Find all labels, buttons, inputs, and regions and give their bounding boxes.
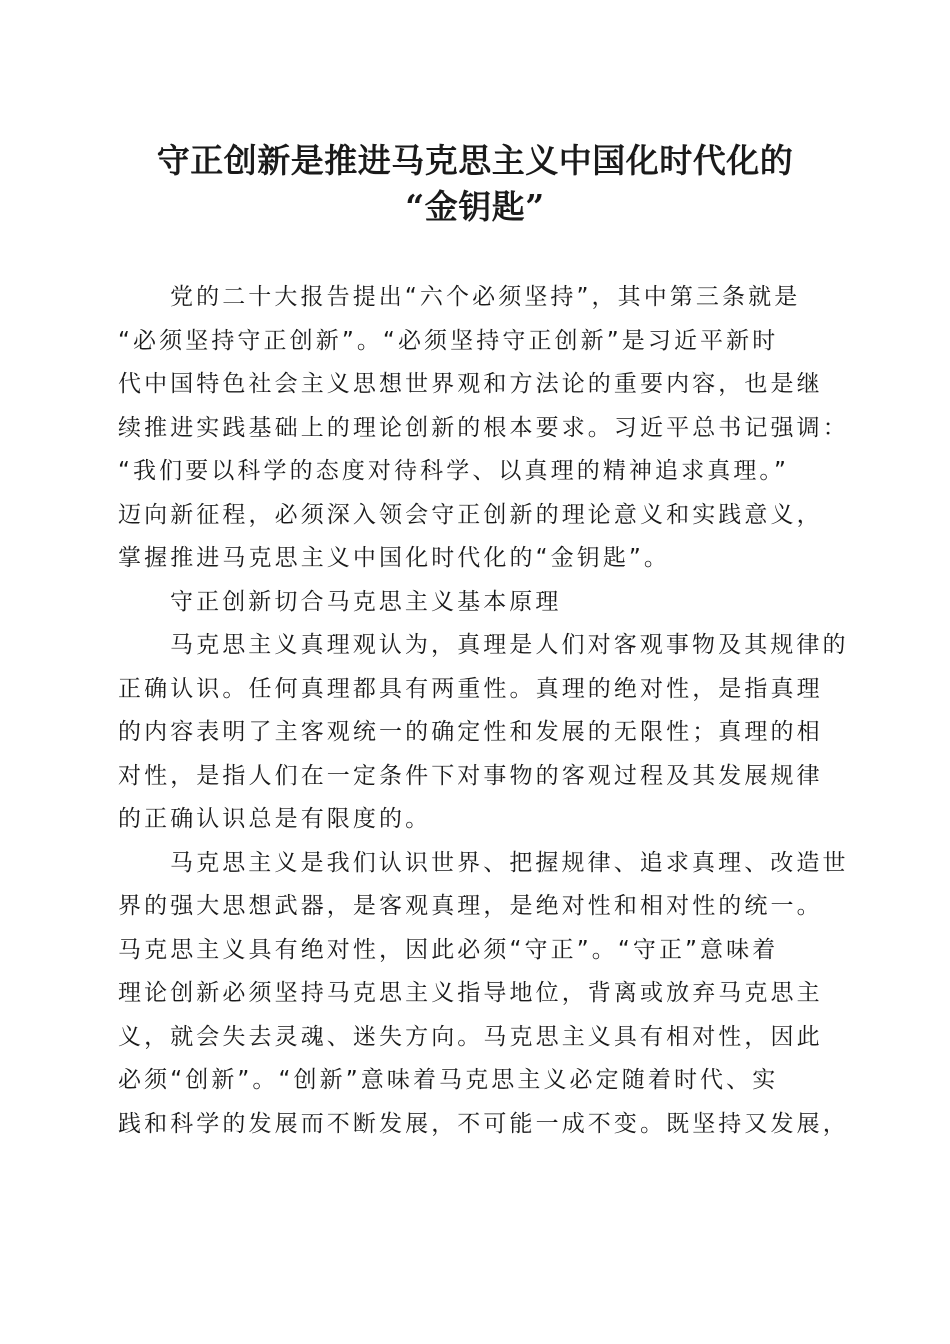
text-line: 续推进实践基础上的理论创新的根本要求。习近平总书记强调：: [118, 414, 849, 441]
text-line: 马克思主义真理观认为，真理是人们对客观事物及其规律的: [170, 632, 849, 658]
text-line: 必须“创新”。“创新”意味着马克思主义必定随着时代、实: [118, 1067, 779, 1093]
text-line: “必须坚持守正创新”。“必须坚持守正创新”是习近平新时: [118, 327, 779, 354]
document-title: [100, 138, 850, 230]
title-line-2: “金钥匙”: [405, 187, 545, 226]
text-line: 代中国特色社会主义思想世界观和方法论的重要内容，也是继: [118, 371, 823, 397]
text-line: 掌握推进马克思主义中国化时代化的“金钥匙”。: [118, 545, 671, 571]
paragraph-truth: [118, 624, 849, 842]
text-line: 的内容表明了主客观统一的确定性和发展的无限性；真理的相: [118, 719, 823, 745]
text-line: “我们要以科学的态度对待科学、以真理的精神追求真理。”: [118, 458, 790, 484]
text-line: 理论创新必须坚持马克思主义指导地位，背离或放弃马克思主: [118, 980, 823, 1006]
section-heading: [118, 581, 830, 625]
text-line: 迈向新征程，必须深入领会守正创新的理论意义和实践意义，: [118, 501, 823, 528]
text-line: 的正确认识总是有限度的。: [118, 806, 432, 832]
paragraph-intro: [118, 276, 849, 581]
text-line: 对性，是指人们在一定条件下对事物的客观过程及其发展规律: [118, 762, 823, 789]
paragraph-marxism: [118, 842, 849, 1147]
document-body: [118, 276, 849, 1146]
title-line-1: 守正创新是推进马克思主义中国化时代化的: [156, 141, 794, 180]
section-heading-text: 守正创新切合马克思主义基本原理: [170, 588, 562, 615]
text-line: 界的强大思想武器，是客观真理，是绝对性和相对性的统一。: [118, 893, 823, 919]
text-line: 义，就会失去灵魂、迷失方向。马克思主义具有相对性，因此: [118, 1023, 823, 1050]
text-line: 马克思主义具有绝对性，因此必须“守正”。“守正”意味着: [118, 936, 779, 963]
text-line: 践和科学的发展而不断发展，不可能一成不变。既坚持又发展，: [118, 1110, 849, 1137]
text-line: 党的二十大报告提出“六个必须坚持”，其中第三条就是: [170, 284, 801, 310]
text-line: 马克思主义是我们认识世界、把握规律、追求真理、改造世: [170, 849, 849, 876]
text-line: 正确认识。任何真理都具有两重性。真理的绝对性，是指真理: [118, 675, 823, 702]
